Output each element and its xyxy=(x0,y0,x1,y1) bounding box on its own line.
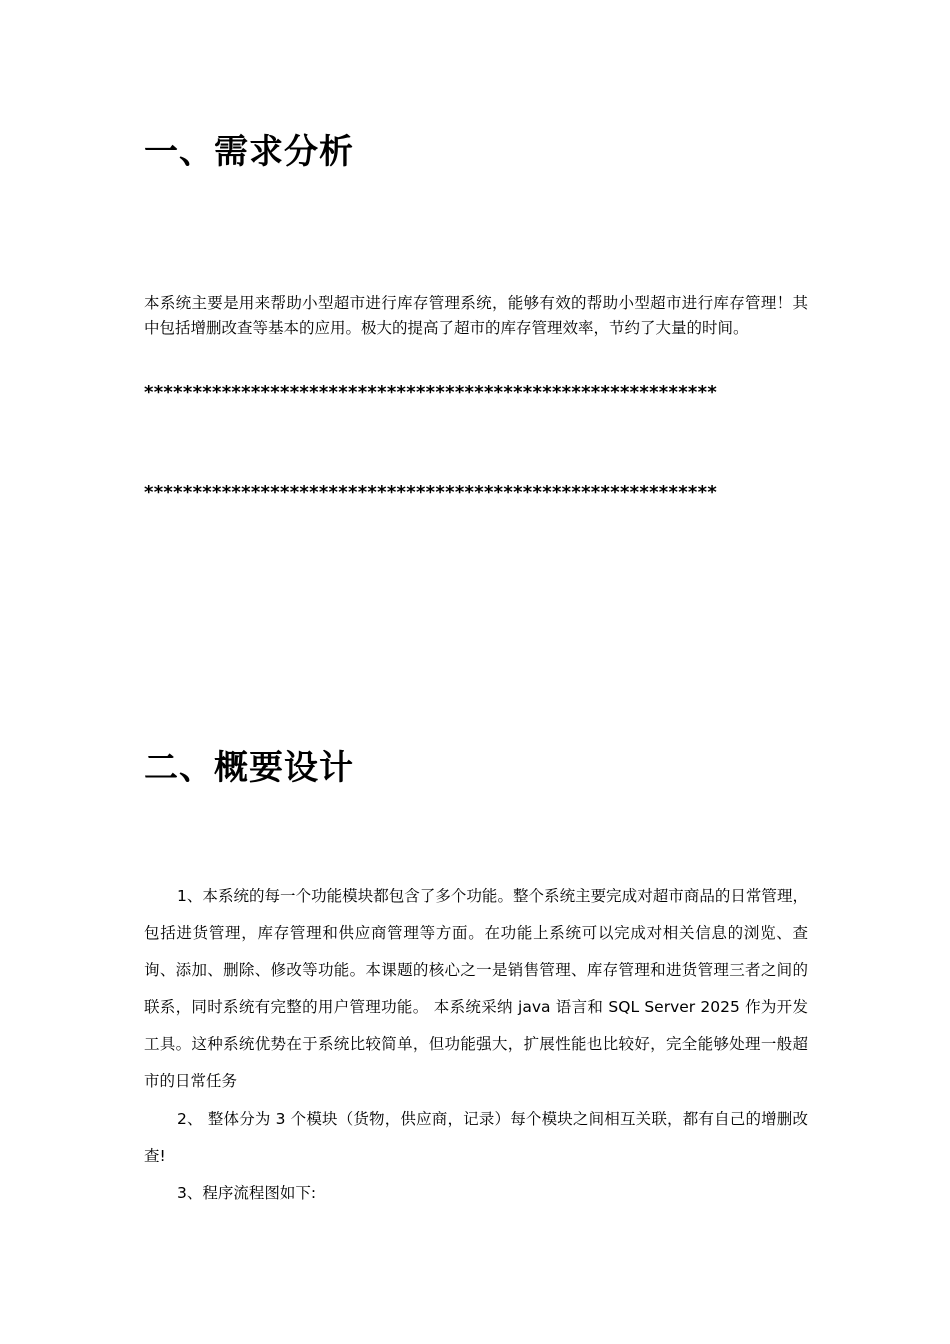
asterisk-separator: *********************************************************** xyxy=(144,382,718,403)
section-heading-design: 二、概要设计 xyxy=(144,748,354,788)
design-item-1: 1、本系统的每一个功能模块都包含了多个功能。整个系统主要完成对超市商品的日常管理，包括进货管理，库存管理和供应商管理等方面。在功能上系统可以完成对相关信息的浏览、查询、添加、删除、修改等功能。本课题的核心之一是销售管理、库存管理和进货管理三者之间的联系，同时系统有完整的用户管理功能。 本系统采纳 java 语言和 SQL Server 2025 作为开发工具。这种系统优势在于系统比较简单，但功能强大，扩展性能也比较好，完全能够处理一般超市的日常任务 xyxy=(144,887,808,1090)
section-heading-requirements: 一、需求分析 xyxy=(144,132,354,172)
asterisk-separator: *********************************************************** xyxy=(144,482,718,503)
design-item-3: 3、程序流程图如下: xyxy=(177,1184,317,1202)
requirements-paragraph: 本系统主要是用来帮助小型超市进行库存管理系统，能够有效的帮助小型超市进行库存管理！其中包括增删改查等基本的应用。极大的提高了超市的库存管理效率，节约了大量的时间。 xyxy=(144,294,808,337)
design-item-2: 2、 整体分为 3 个模块（货物，供应商，记录）每个模块之间相互关联，都有自己的增删改查! xyxy=(144,1110,808,1165)
